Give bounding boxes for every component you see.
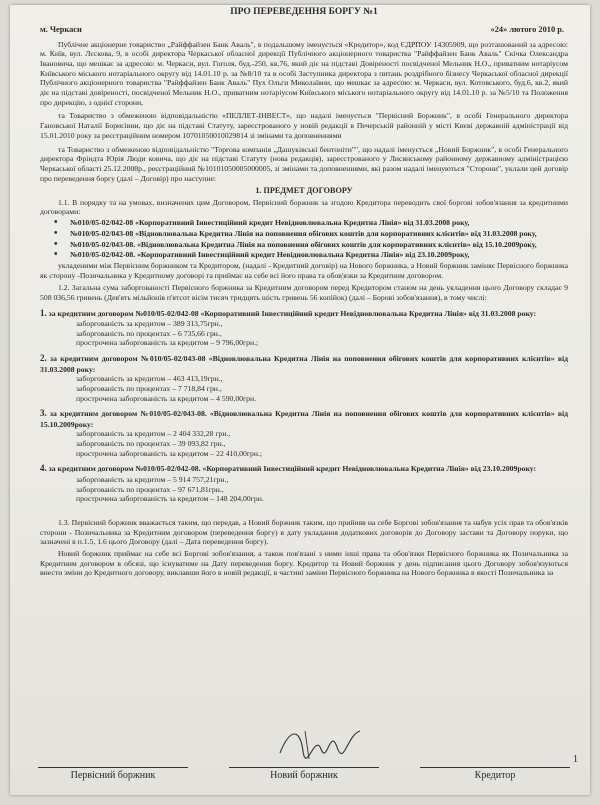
debt-item-number: 2. bbox=[40, 353, 47, 364]
debt-item-heading: за кредитним договором №010/05-02/043-08 «Відновлювальна Кредитна Лінія на поповнення обігових коштів для корпоративних клієнтів» від 31.03.2008 року: bbox=[40, 354, 568, 374]
new-debtor-party: та Товариство з обмеженою відповідальністю "Торгова компанія „Дашуківські бентоніти"", що надалі іменується „Новий Боржник", в особі Генерального директора Фріндта Юрія Люди ковича, що діє на підставі Статуту (нова редакція), зареєстрованого у Лисянському районному державному адміністрацією Черкаської області 25.12.2008р., реєстраційний №10101050005000005, зі змінами та доповненнями, які разом надалі іменуються "Сторони", уклали цей договір про переведення боргу (далі – Договір) про наступне: bbox=[40, 144, 568, 183]
clause-1-4: Новий боржник приймає на себе всі Боргові зобов'язання, а також пов'язані з ними інші права та обов'язки Первісного боржника як Позичальника за Кредитним договором в обсязі, що існуватиме на Дату переведення боргу. Кредитор та Новий боржник у день підписання цього Договору зобов'язуються внести зміни до Кредитного договору, виклавши його в новій редакції, в частині заміни Первісного боржника на Нового боржника в якості Позичальника за bbox=[40, 549, 568, 578]
debt-line: заборгованість за кредитом – 2 404 332,28 грн., bbox=[76, 429, 231, 439]
signature-new-debtor bbox=[229, 767, 379, 783]
debt-item-heading: за кредитним договором №010/05-02/042-08. «Корпоративний Інвестиційний кредит Невідновлювальна Кредитна Лінія» від 23.10.2009року: bbox=[48, 464, 537, 474]
signature-row bbox=[38, 767, 570, 783]
debt-item-number: 3. bbox=[40, 408, 47, 419]
clause-1-1: 1.1. В порядку та на умовах, визначених цим Договором, Первісний боржник за згодою Кредитора переводить свої боргові зобов'язання за кредитними договорами: bbox=[40, 197, 568, 217]
debt-item-heading: за кредитним договором №010/05-02/043-08. «Відновлювальна Кредитна Лінія на поповнення обігових коштів для корпоративних клієнтів» від 15.10.2009року: bbox=[40, 409, 569, 429]
clause-1-1-tail: укладеними між Первісним боржником та Кредитором, (надалі - Кредитний договір) на Нового боржника, а Новий боржник заміняє Первісного боржника як сторону -Позичальника у Кредитному договорі та приймає на себе всі його права та обов'язки за Кредитним договором. bbox=[40, 260, 568, 280]
credit-agreement-item: • №010/05-02/043-08 «Відновлювальна Кредитна Лінія на поповнення обігових коштів для корпоративних клієнтів» від 31.03.2008 року, bbox=[68, 229, 568, 239]
debt-line: заборгованість за кредитом – 5 914 757,21грн., bbox=[76, 474, 229, 484]
debt-item-number: 1. bbox=[40, 307, 47, 318]
debt-line: заборгованість за кредитом – 389 313,75грн., bbox=[76, 319, 223, 329]
debt-item-1 bbox=[40, 308, 568, 348]
signature-first-debtor bbox=[38, 767, 188, 783]
city: м. Черкаси bbox=[40, 24, 82, 34]
document-date: «24» лютого 2010 р. bbox=[490, 24, 564, 34]
clause-1-3: 1.3. Первісний боржник вважається таким, що передав, а Новий боржник таким, що прийняв на себе Боргові зобов'язання та набув усіх прав та обов'язків сторони - Позичальника за Кредитним договором (переведення боргу) в дату укладання додаткових договорів до Договору застави та Договору поруки, що зазначені в п.1.5, 1.6 цього Договору (далі – Дата переведення боргу). bbox=[40, 517, 568, 547]
debt-line: заборгованість за кредитом – 463 413,19грн., bbox=[76, 374, 223, 384]
debt-line: прострочена заборгованість за кредитом – 22 410,00грн.; bbox=[76, 448, 263, 458]
debt-line: заборгованість по процентах – 39 093,82 грн., bbox=[76, 439, 226, 449]
debt-line: прострочена заборгованість за кредитом – 9 796,00грн.; bbox=[76, 338, 259, 348]
debt-line: заборгованість по процентах – 97 671,81грн., bbox=[76, 484, 224, 494]
signature-label: Первісний боржник bbox=[70, 770, 156, 782]
debt-item-2 bbox=[40, 353, 568, 403]
clause-1-2: 1.2. Загальна сума заборгованості Первісного боржника за Кредитним договором перед Кредитором станом на день укладення цього Договору складає 9 508 036,56 гривень (Дев'ять мільйонів п'ятсот вісім тисяч тридцять шість гривень 56 копійок) (далі – Борові зобов'язання), в тому числі: bbox=[40, 283, 568, 303]
debt-item-heading: за кредитним договором №010/05-02/042-08 «Корпоративний Інвестиційний кредит Невідновлювальна Кредитна Лінія» від 31.03.2008 року: bbox=[48, 308, 537, 318]
debt-line: заборгованість по процентах – 7 718,84 грн., bbox=[76, 383, 222, 393]
debt-item-number: 4. bbox=[40, 463, 47, 474]
debt-line: прострочена заборгованість за кредитом – 4 590,00грн. bbox=[76, 393, 257, 403]
document-title: ПРО ПЕРЕВЕДЕННЯ БОРГУ №1 bbox=[230, 7, 378, 17]
page-number: 1 bbox=[573, 754, 578, 766]
debt-line: заборгованість по процентах – 6 735,66 грн., bbox=[76, 328, 222, 338]
section-heading: 1. ПРЕДМЕТ ДОГОВОРУ bbox=[255, 186, 353, 196]
signature-label: Кредитор bbox=[474, 770, 516, 782]
debt-line: прострочена заборгованість за кредитом – 148 204,00грн. bbox=[76, 494, 264, 504]
signature-label: Новий боржник bbox=[270, 770, 338, 782]
credit-agreement-item: • №010/05-02/043-08. «Відновлювальна Кредитна Лінія на поповнення обігових коштів для корпоративних клієнтів» від 15.10.2009року, bbox=[68, 240, 568, 250]
creditor-party: Публічне акціонерне товариство „Райффайзен Банк Аваль", в подальшому іменується «Кредитор», код ЄДРПОУ 14305909, що розташований за адресою: м. Київ, вул. Лєскова, 9, в особі директора Черкаської обласної дирекції Публічного акціонерного товариства "Райффайзен Банк Аваль" Скічка Олександра Івановича, що мешкає за адресою: м. Черкаси, вул. Гоголя, буд.-250, кв.76, який діє на підставі Довіреності посвідченої Мельник Н.О., приватним нотаріусом Київського міського нотаріального округу від 14.01.10 р. за №8/10 та в особі Заступника директора з питань роздрібного бізнесу Черкаської обласної дирекції Публічного акціонерного товариства "Райффайзен Банк Аваль" Пух Ольги Миколаївни, що мешкає за адресою: м. Черкаси, вул. Котовського, буд.6, кв.2, який діє на підставі довіреності, посвідченої Мельник Н.О., приватним нотаріусом Київського міського нотаріального округу від 14.01.10 р. за №5/10 та Положення про дирекцію, з однієї сторони, bbox=[40, 39, 568, 107]
credit-agreements-list bbox=[40, 218, 568, 260]
credit-agreement-item: • №010/05-02/042-08. «Корпоративний Інвестиційний кредит Невідновлювальна Кредитна Лінія» від 23.10.2009року, bbox=[68, 250, 568, 260]
city-date-line bbox=[40, 25, 564, 36]
first-debtor-party: та Товариство з обмеженою відповідальністю «ПЕЛЛЕТ-ІНВЕСТ», що надалі іменується "Первісний Боржник", в особі Генерального директора Гановської Наталії Борисівни, що діє на підставі Статуту, зареєстрованого у новій редакції в Печерській районній у місті Києві державній адміністрації від 15.01.2010 року за реєстраційним номером 10701050010029814 зі змінами та доповненнями bbox=[40, 111, 568, 140]
credit-agreement-item: • №010/05-02/042-08 «Корпоративний Інвестиційний кредит Невідновлювальна Кредитна Лінія» від 31.03.2008 року, bbox=[68, 218, 568, 228]
signature-creditor bbox=[420, 767, 570, 783]
debt-item-3 bbox=[40, 408, 568, 458]
debt-item-4 bbox=[40, 463, 568, 503]
handwritten-signature bbox=[275, 723, 365, 763]
document-page bbox=[10, 5, 590, 795]
